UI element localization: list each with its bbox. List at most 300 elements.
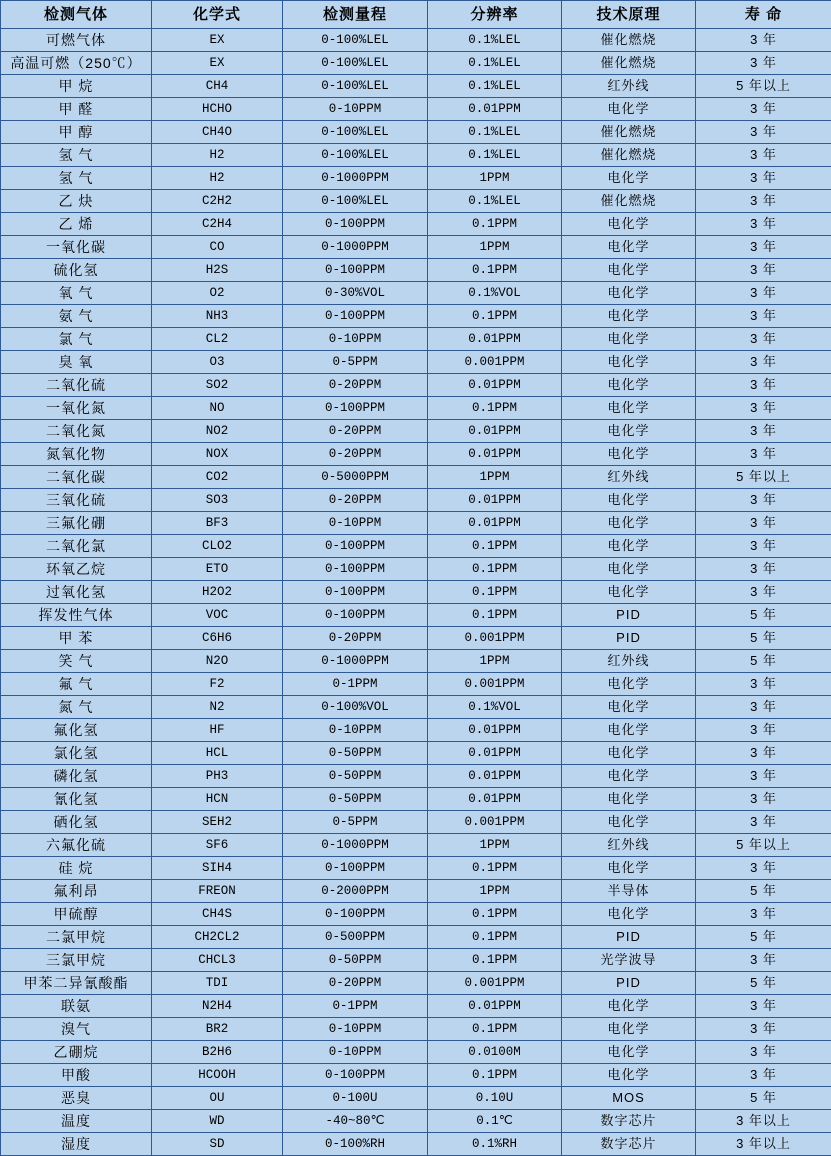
- cell-technical-principle: PID: [562, 627, 696, 650]
- cell-technical-principle: 电化学: [562, 420, 696, 443]
- cell-chemical-formula: C2H2: [152, 190, 283, 213]
- table-row: [1, 190, 831, 213]
- cell-lifetime: 3 年: [696, 443, 831, 466]
- cell-chemical-formula: SO3: [152, 489, 283, 512]
- cell-gas-name: 二氯甲烷: [1, 926, 152, 949]
- cell-lifetime: 3 年: [696, 282, 831, 305]
- cell-lifetime: 3 年: [696, 52, 831, 75]
- cell-resolution: 0.1%LEL: [428, 75, 562, 98]
- table-row: [1, 558, 831, 581]
- table-row: [1, 282, 831, 305]
- cell-gas-name: 氟 气: [1, 673, 152, 696]
- cell-chemical-formula: SEH2: [152, 811, 283, 834]
- cell-detection-range: 0-30%VOL: [283, 282, 428, 305]
- table-row: [1, 351, 831, 374]
- cell-resolution: 0.01PPM: [428, 512, 562, 535]
- column-header-formula: 化学式: [152, 1, 283, 29]
- cell-gas-name: 二氧化硫: [1, 374, 152, 397]
- cell-gas-name: 笑 气: [1, 650, 152, 673]
- cell-chemical-formula: N2O: [152, 650, 283, 673]
- cell-chemical-formula: H2: [152, 144, 283, 167]
- cell-detection-range: 0-100%LEL: [283, 29, 428, 52]
- cell-resolution: 0.1PPM: [428, 903, 562, 926]
- cell-resolution: 0.1%VOL: [428, 696, 562, 719]
- table-row: [1, 328, 831, 351]
- cell-gas-name: 氮氧化物: [1, 443, 152, 466]
- cell-detection-range: 0-100PPM: [283, 305, 428, 328]
- cell-lifetime: 5 年: [696, 972, 831, 995]
- table-row: [1, 535, 831, 558]
- cell-resolution: 0.1℃: [428, 1110, 562, 1133]
- cell-lifetime: 5 年: [696, 627, 831, 650]
- cell-gas-name: 三氟化硼: [1, 512, 152, 535]
- cell-gas-name: 挥发性气体: [1, 604, 152, 627]
- cell-gas-name: 二氧化氯: [1, 535, 152, 558]
- cell-resolution: 0.001PPM: [428, 351, 562, 374]
- cell-technical-principle: 电化学: [562, 535, 696, 558]
- cell-chemical-formula: CLO2: [152, 535, 283, 558]
- cell-technical-principle: 电化学: [562, 581, 696, 604]
- cell-resolution: 0.1PPM: [428, 857, 562, 880]
- cell-chemical-formula: H2: [152, 167, 283, 190]
- cell-resolution: 1PPM: [428, 167, 562, 190]
- cell-gas-name: 臭 氧: [1, 351, 152, 374]
- cell-lifetime: 5 年: [696, 880, 831, 903]
- cell-technical-principle: 电化学: [562, 558, 696, 581]
- cell-chemical-formula: B2H6: [152, 1041, 283, 1064]
- cell-technical-principle: PID: [562, 972, 696, 995]
- cell-lifetime: 3 年: [696, 903, 831, 926]
- cell-technical-principle: 电化学: [562, 673, 696, 696]
- cell-technical-principle: PID: [562, 604, 696, 627]
- cell-resolution: 0.1%RH: [428, 1133, 562, 1156]
- cell-resolution: 0.1%VOL: [428, 282, 562, 305]
- cell-gas-name: 硅 烷: [1, 857, 152, 880]
- table-row: [1, 650, 831, 673]
- cell-technical-principle: 电化学: [562, 282, 696, 305]
- cell-chemical-formula: SF6: [152, 834, 283, 857]
- table-row: [1, 466, 831, 489]
- cell-technical-principle: 电化学: [562, 167, 696, 190]
- cell-resolution: 0.1%LEL: [428, 29, 562, 52]
- cell-resolution: 0.1PPM: [428, 1064, 562, 1087]
- cell-chemical-formula: F2: [152, 673, 283, 696]
- table-row: [1, 949, 831, 972]
- cell-detection-range: 0-20PPM: [283, 489, 428, 512]
- cell-gas-name: 六氟化硫: [1, 834, 152, 857]
- table-row: [1, 167, 831, 190]
- cell-resolution: 0.1PPM: [428, 604, 562, 627]
- cell-gas-name: 乙 炔: [1, 190, 152, 213]
- cell-gas-name: 甲 醇: [1, 121, 152, 144]
- cell-gas-name: 联氨: [1, 995, 152, 1018]
- cell-chemical-formula: O2: [152, 282, 283, 305]
- table-row: [1, 811, 831, 834]
- table-row: [1, 857, 831, 880]
- cell-resolution: 0.01PPM: [428, 420, 562, 443]
- cell-detection-range: 0-100%RH: [283, 1133, 428, 1156]
- cell-chemical-formula: CH4O: [152, 121, 283, 144]
- cell-technical-principle: 催化燃烧: [562, 52, 696, 75]
- table-row: [1, 627, 831, 650]
- cell-resolution: 0.01PPM: [428, 443, 562, 466]
- cell-lifetime: 5 年: [696, 604, 831, 627]
- cell-resolution: 0.1PPM: [428, 926, 562, 949]
- cell-chemical-formula: H2S: [152, 259, 283, 282]
- cell-chemical-formula: BF3: [152, 512, 283, 535]
- cell-gas-name: 氧 气: [1, 282, 152, 305]
- table-row: [1, 443, 831, 466]
- cell-lifetime: 3 年: [696, 420, 831, 443]
- cell-gas-name: 氨 气: [1, 305, 152, 328]
- cell-technical-principle: 电化学: [562, 903, 696, 926]
- cell-lifetime: 5 年以上: [696, 466, 831, 489]
- cell-chemical-formula: CHCL3: [152, 949, 283, 972]
- table-body: [1, 29, 831, 1156]
- cell-detection-range: 0-100%LEL: [283, 52, 428, 75]
- cell-technical-principle: 催化燃烧: [562, 29, 696, 52]
- cell-lifetime: 3 年: [696, 305, 831, 328]
- cell-lifetime: 3 年: [696, 236, 831, 259]
- cell-detection-range: 0-50PPM: [283, 788, 428, 811]
- cell-technical-principle: 电化学: [562, 351, 696, 374]
- cell-lifetime: 3 年: [696, 397, 831, 420]
- cell-resolution: 0.1PPM: [428, 581, 562, 604]
- cell-detection-range: 0-2000PPM: [283, 880, 428, 903]
- cell-lifetime: 3 年: [696, 558, 831, 581]
- table-row: [1, 742, 831, 765]
- cell-resolution: 0.001PPM: [428, 627, 562, 650]
- table-row: [1, 374, 831, 397]
- cell-gas-name: 环氧乙烷: [1, 558, 152, 581]
- cell-gas-name: 三氧化硫: [1, 489, 152, 512]
- cell-resolution: 0.01PPM: [428, 374, 562, 397]
- cell-detection-range: 0-1000PPM: [283, 650, 428, 673]
- table-row: [1, 880, 831, 903]
- table-row: [1, 834, 831, 857]
- column-header-resolution: 分辨率: [428, 1, 562, 29]
- cell-detection-range: 0-50PPM: [283, 949, 428, 972]
- cell-technical-principle: 电化学: [562, 719, 696, 742]
- cell-detection-range: 0-10PPM: [283, 328, 428, 351]
- cell-lifetime: 3 年: [696, 374, 831, 397]
- cell-chemical-formula: WD: [152, 1110, 283, 1133]
- cell-gas-name: 一氧化碳: [1, 236, 152, 259]
- cell-detection-range: -40~80℃: [283, 1110, 428, 1133]
- cell-technical-principle: MOS: [562, 1087, 696, 1110]
- cell-lifetime: 3 年: [696, 489, 831, 512]
- cell-detection-range: 0-100PPM: [283, 581, 428, 604]
- cell-chemical-formula: BR2: [152, 1018, 283, 1041]
- cell-chemical-formula: HCOOH: [152, 1064, 283, 1087]
- cell-detection-range: 0-100%LEL: [283, 121, 428, 144]
- table-row: [1, 926, 831, 949]
- cell-chemical-formula: TDI: [152, 972, 283, 995]
- cell-chemical-formula: H2O2: [152, 581, 283, 604]
- cell-lifetime: 3 年: [696, 742, 831, 765]
- cell-lifetime: 3 年: [696, 1018, 831, 1041]
- cell-gas-name: 氟化氢: [1, 719, 152, 742]
- cell-technical-principle: 电化学: [562, 98, 696, 121]
- cell-gas-name: 溴气: [1, 1018, 152, 1041]
- table-row: [1, 903, 831, 926]
- cell-lifetime: 3 年以上: [696, 1133, 831, 1156]
- cell-detection-range: 0-5000PPM: [283, 466, 428, 489]
- cell-resolution: 0.1PPM: [428, 213, 562, 236]
- cell-resolution: 0.01PPM: [428, 489, 562, 512]
- cell-technical-principle: 电化学: [562, 397, 696, 420]
- table-row: [1, 604, 831, 627]
- cell-resolution: 1PPM: [428, 650, 562, 673]
- cell-resolution: 1PPM: [428, 466, 562, 489]
- cell-technical-principle: 电化学: [562, 259, 696, 282]
- cell-resolution: 0.1PPM: [428, 1018, 562, 1041]
- cell-chemical-formula: SD: [152, 1133, 283, 1156]
- cell-lifetime: 3 年以上: [696, 1110, 831, 1133]
- cell-detection-range: 0-20PPM: [283, 420, 428, 443]
- cell-detection-range: 0-1PPM: [283, 673, 428, 696]
- cell-gas-name: 硫化氢: [1, 259, 152, 282]
- cell-technical-principle: 电化学: [562, 236, 696, 259]
- cell-detection-range: 0-1000PPM: [283, 167, 428, 190]
- table-row: [1, 213, 831, 236]
- cell-technical-principle: 数字芯片: [562, 1133, 696, 1156]
- cell-technical-principle: 电化学: [562, 811, 696, 834]
- table-row: [1, 512, 831, 535]
- table-row: [1, 52, 831, 75]
- cell-technical-principle: 电化学: [562, 765, 696, 788]
- cell-lifetime: 3 年: [696, 995, 831, 1018]
- cell-gas-name: 过氧化氢: [1, 581, 152, 604]
- cell-detection-range: 0-20PPM: [283, 972, 428, 995]
- cell-resolution: 0.01PPM: [428, 98, 562, 121]
- cell-gas-name: 甲 醛: [1, 98, 152, 121]
- cell-detection-range: 0-100PPM: [283, 213, 428, 236]
- cell-chemical-formula: O3: [152, 351, 283, 374]
- cell-resolution: 0.01PPM: [428, 765, 562, 788]
- table-row: [1, 972, 831, 995]
- table-row: [1, 765, 831, 788]
- cell-lifetime: 3 年: [696, 328, 831, 351]
- cell-gas-name: 氯化氢: [1, 742, 152, 765]
- cell-gas-name: 乙 烯: [1, 213, 152, 236]
- cell-detection-range: 0-5PPM: [283, 811, 428, 834]
- table-row: [1, 673, 831, 696]
- cell-gas-name: 湿度: [1, 1133, 152, 1156]
- cell-detection-range: 0-500PPM: [283, 926, 428, 949]
- cell-gas-name: 氢 气: [1, 167, 152, 190]
- cell-gas-name: 可燃气体: [1, 29, 152, 52]
- cell-lifetime: 3 年: [696, 696, 831, 719]
- cell-resolution: 0.1%LEL: [428, 144, 562, 167]
- table-row: [1, 1133, 831, 1156]
- cell-technical-principle: 电化学: [562, 305, 696, 328]
- cell-detection-range: 0-10PPM: [283, 1041, 428, 1064]
- cell-lifetime: 3 年: [696, 351, 831, 374]
- table-row: [1, 98, 831, 121]
- cell-technical-principle: 电化学: [562, 742, 696, 765]
- cell-technical-principle: 催化燃烧: [562, 121, 696, 144]
- cell-detection-range: 0-100PPM: [283, 903, 428, 926]
- cell-technical-principle: 电化学: [562, 1018, 696, 1041]
- cell-chemical-formula: SIH4: [152, 857, 283, 880]
- cell-chemical-formula: FREON: [152, 880, 283, 903]
- cell-resolution: 0.01PPM: [428, 788, 562, 811]
- cell-resolution: 0.001PPM: [428, 811, 562, 834]
- cell-chemical-formula: NH3: [152, 305, 283, 328]
- cell-resolution: 0.01PPM: [428, 328, 562, 351]
- table-header-row: [1, 1, 831, 29]
- cell-lifetime: 3 年: [696, 144, 831, 167]
- cell-lifetime: 3 年: [696, 949, 831, 972]
- cell-technical-principle: 电化学: [562, 328, 696, 351]
- cell-lifetime: 3 年: [696, 788, 831, 811]
- cell-lifetime: 3 年: [696, 213, 831, 236]
- table-row: [1, 1064, 831, 1087]
- cell-chemical-formula: EX: [152, 29, 283, 52]
- cell-chemical-formula: SO2: [152, 374, 283, 397]
- table-header: [1, 1, 831, 29]
- cell-resolution: 0.1PPM: [428, 949, 562, 972]
- cell-lifetime: 5 年以上: [696, 75, 831, 98]
- cell-chemical-formula: CO: [152, 236, 283, 259]
- table-row: [1, 1041, 831, 1064]
- cell-detection-range: 0-5PPM: [283, 351, 428, 374]
- cell-resolution: 0.01PPM: [428, 742, 562, 765]
- table-row: [1, 995, 831, 1018]
- cell-technical-principle: 电化学: [562, 489, 696, 512]
- cell-technical-principle: 电化学: [562, 788, 696, 811]
- cell-technical-principle: 电化学: [562, 1064, 696, 1087]
- cell-lifetime: 3 年: [696, 167, 831, 190]
- cell-chemical-formula: HCN: [152, 788, 283, 811]
- cell-chemical-formula: N2H4: [152, 995, 283, 1018]
- cell-gas-name: 氯 气: [1, 328, 152, 351]
- cell-gas-name: 恶臭: [1, 1087, 152, 1110]
- table-row: [1, 1110, 831, 1133]
- cell-lifetime: 5 年: [696, 1087, 831, 1110]
- cell-chemical-formula: NO: [152, 397, 283, 420]
- cell-resolution: 0.10U: [428, 1087, 562, 1110]
- table-row: [1, 29, 831, 52]
- cell-technical-principle: 电化学: [562, 1041, 696, 1064]
- cell-detection-range: 0-100PPM: [283, 558, 428, 581]
- cell-gas-name: 一氧化氮: [1, 397, 152, 420]
- cell-lifetime: 3 年: [696, 1064, 831, 1087]
- cell-gas-name: 氰化氢: [1, 788, 152, 811]
- cell-gas-name: 甲 烷: [1, 75, 152, 98]
- cell-gas-name: 温度: [1, 1110, 152, 1133]
- column-header-principle: 技术原理: [562, 1, 696, 29]
- cell-gas-name: 氮 气: [1, 696, 152, 719]
- cell-chemical-formula: HF: [152, 719, 283, 742]
- cell-chemical-formula: CH2CL2: [152, 926, 283, 949]
- cell-detection-range: 0-1000PPM: [283, 236, 428, 259]
- cell-technical-principle: 电化学: [562, 696, 696, 719]
- cell-detection-range: 0-100PPM: [283, 604, 428, 627]
- table-row: [1, 719, 831, 742]
- cell-detection-range: 0-20PPM: [283, 627, 428, 650]
- cell-detection-range: 0-20PPM: [283, 443, 428, 466]
- cell-lifetime: 5 年: [696, 650, 831, 673]
- cell-technical-principle: 电化学: [562, 995, 696, 1018]
- cell-resolution: 0.1%LEL: [428, 52, 562, 75]
- table-row: [1, 1018, 831, 1041]
- cell-chemical-formula: N2: [152, 696, 283, 719]
- cell-chemical-formula: NO2: [152, 420, 283, 443]
- cell-detection-range: 0-10PPM: [283, 719, 428, 742]
- cell-chemical-formula: HCHO: [152, 98, 283, 121]
- cell-resolution: 0.001PPM: [428, 972, 562, 995]
- cell-detection-range: 0-100%VOL: [283, 696, 428, 719]
- cell-technical-principle: 电化学: [562, 512, 696, 535]
- cell-lifetime: 5 年: [696, 926, 831, 949]
- cell-chemical-formula: CO2: [152, 466, 283, 489]
- table-row: [1, 144, 831, 167]
- table-row: [1, 236, 831, 259]
- cell-lifetime: 3 年: [696, 98, 831, 121]
- cell-gas-name: 磷化氢: [1, 765, 152, 788]
- cell-resolution: 1PPM: [428, 880, 562, 903]
- table-row: [1, 75, 831, 98]
- cell-technical-principle: 光学波导: [562, 949, 696, 972]
- cell-lifetime: 3 年: [696, 719, 831, 742]
- cell-technical-principle: 红外线: [562, 75, 696, 98]
- table-row: [1, 581, 831, 604]
- cell-gas-name: 氢 气: [1, 144, 152, 167]
- cell-lifetime: 3 年: [696, 259, 831, 282]
- cell-lifetime: 3 年: [696, 121, 831, 144]
- cell-technical-principle: 电化学: [562, 857, 696, 880]
- cell-chemical-formula: HCL: [152, 742, 283, 765]
- cell-gas-name: 甲 苯: [1, 627, 152, 650]
- cell-gas-name: 硒化氢: [1, 811, 152, 834]
- cell-lifetime: 3 年: [696, 29, 831, 52]
- cell-detection-range: 0-10PPM: [283, 98, 428, 121]
- table-row: [1, 788, 831, 811]
- cell-detection-range: 0-100%LEL: [283, 144, 428, 167]
- cell-resolution: 0.01PPM: [428, 995, 562, 1018]
- cell-technical-principle: 数字芯片: [562, 1110, 696, 1133]
- cell-resolution: 0.001PPM: [428, 673, 562, 696]
- cell-resolution: 0.1PPM: [428, 305, 562, 328]
- table-row: [1, 259, 831, 282]
- cell-lifetime: 3 年: [696, 673, 831, 696]
- cell-detection-range: 0-50PPM: [283, 765, 428, 788]
- cell-gas-name: 三氯甲烷: [1, 949, 152, 972]
- cell-chemical-formula: PH3: [152, 765, 283, 788]
- cell-gas-name: 甲硫醇: [1, 903, 152, 926]
- cell-technical-principle: 电化学: [562, 374, 696, 397]
- cell-resolution: 0.1PPM: [428, 535, 562, 558]
- cell-detection-range: 0-100U: [283, 1087, 428, 1110]
- cell-technical-principle: 半导体: [562, 880, 696, 903]
- cell-chemical-formula: CL2: [152, 328, 283, 351]
- cell-chemical-formula: NOX: [152, 443, 283, 466]
- cell-chemical-formula: VOC: [152, 604, 283, 627]
- table-row: [1, 489, 831, 512]
- cell-chemical-formula: CH4S: [152, 903, 283, 926]
- cell-chemical-formula: ETO: [152, 558, 283, 581]
- cell-detection-range: 0-100PPM: [283, 259, 428, 282]
- cell-resolution: 0.1PPM: [428, 558, 562, 581]
- table-row: [1, 397, 831, 420]
- cell-lifetime: 3 年: [696, 190, 831, 213]
- cell-detection-range: 0-20PPM: [283, 374, 428, 397]
- cell-technical-principle: 催化燃烧: [562, 190, 696, 213]
- cell-lifetime: 5 年以上: [696, 834, 831, 857]
- cell-gas-name: 二氧化氮: [1, 420, 152, 443]
